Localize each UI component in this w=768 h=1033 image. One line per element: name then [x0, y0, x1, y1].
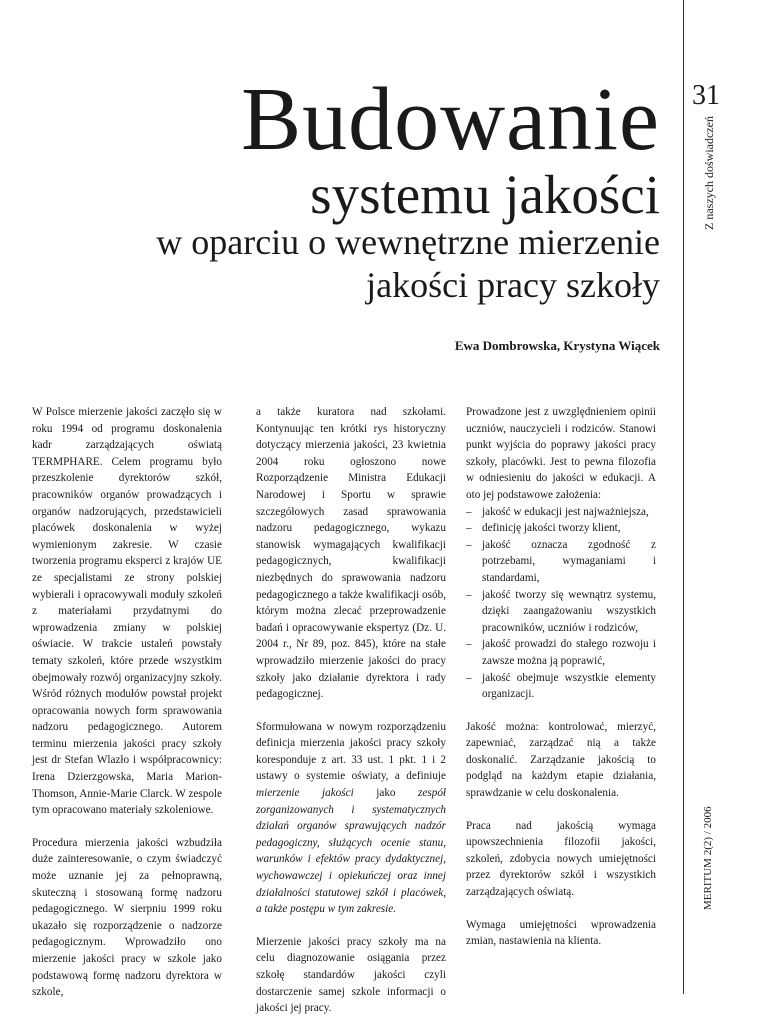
paragraph: Prowadzone jest z uwzględnieniem opinii uczniów, nauczycieli i rodziców. Stanowi punkt wyjścia do poprawy jakości pracy szkoły, placówki. Jest to pewna filozofia w odniesieniu do jakości w edukacji. A oto jej podstawowe założenia: — [466, 406, 656, 501]
title-line-2: systemu jakości — [310, 164, 660, 225]
column-1 — [32, 404, 222, 1017]
paragraph: Mierzenie jakości pracy szkoły ma na celu diagnozowanie osiągania przez szkołę standardów jakości czyli dostarczenie samej szkole informacji o jakości jej pracy. — [256, 935, 446, 1015]
definition-text: jako — [376, 787, 396, 800]
vertical-rule — [683, 0, 684, 994]
page-number: 31 — [692, 80, 720, 111]
list-item: – jakość obejmuje wszystkie elementy organizacji. — [466, 670, 656, 703]
section-label-text: Z naszych doświadczeń — [702, 116, 716, 230]
paragraph: W Polsce mierzenie jakości zaczęło się w roku 1994 od programu doskonalenia kadr zarządzających oświatą TERMPHARE. Celem programu było przeszkolenie dyrektorów szkół, pracowników organów prowadzących i organów nadzorujących, przedstawicieli placówek doskonalenia w wyżej wymienionym zakresie. W czasie tworzenia programu eksperci z krajów UE ze specjalistami ze strony polskiej wybierali i opracowywali moduły szkoleń z materiałami przydatnymi do wprowadzenia zmiany w polskiej oświacie. W trakcie ustaleń powstały tematy szkoleń, które przede wszystkim obejmowały rozwój organizacyjny szkoły. Wśród różnych modułów powstał projekt opracowania nowych form sprawowania nadzoru pedagogicznego. Autorem terminu mierzenia jakości pracy szkoły jest dr Stefan Wlazło i współpracownicy: Irena Dzierzgowska, Maria Marion-Thomson, Annie-Marie Clarck. W zespole tym opracowano materiały szkoleniowe. — [32, 406, 222, 817]
title-line-4: jakości pracy szkoły — [366, 265, 660, 305]
journal-label — [702, 780, 716, 910]
title-line-1: Budowanie — [241, 70, 660, 169]
paragraph: a także kuratora nad szkołami. Kontynuując ten krótki rys historyczny dotyczący mierzenia jakości, 23 kwietnia 2004 roku ogłoszono nowe Rozporządzenie Ministra Edukacji Narodowej i Sportu w sprawie szczegółowych zasad sprawowania nadzoru pedagogicznego, wykazu stanowisk wymagających kwalifikacji pedagogicznych, kwalifikacji niezbędnych do sprawowania nadzoru pedagogicznego a także kwalifikacji osób, którym można zlecać przeprowadzenie badań i opracowywanie ekspertyz (Dz. U. 2004 r., Nr 89, poz. 845), które na stałe wprowadziło mierzenie jakości do pracy szkoły jako działanie dyrektora i rady pedagogicznej. — [256, 406, 446, 701]
column-3 — [466, 404, 656, 966]
authors: Ewa Dombrowska, Krystyna Wiącek — [454, 338, 660, 353]
paragraph: Praca nad jakością wymaga upowszechnienia filozofii jakości, szkoleń, zdobycia nowych umiejętności przez dyrektorów szkół i wszystkich zarządzających oświatą. — [466, 819, 656, 899]
list-item: – jakość oznacza zgodność z potrzebami, wymaganiami i standardami, — [466, 537, 656, 587]
principles-list — [466, 504, 656, 703]
paragraph: Wymaga umiejętności wprowadzenia zmian, nastawienia na klienta. — [466, 918, 656, 948]
journal-label-text: MERITUM 2(2) / 2006 — [702, 806, 714, 910]
paragraph-definition — [256, 719, 446, 918]
definition-quote: zespół zorganizowanych i systematycznych działań organów sprawujących nadzór pedagogiczny, służących ocenie stanu, warunków i efektów pracy dydaktycznej, wychowawczej i opiekuńczej oraz innej działalności statutowej szkół i placówek, a także postępu w tym zakresie. — [256, 787, 447, 916]
title-line-3: w oparciu o wewnętrzne mierzenie — [156, 222, 660, 262]
column-2 — [256, 404, 446, 1033]
definition-term: mierzenie jakości — [256, 787, 354, 800]
paragraph: Jakość można: kontrolować, mierzyć, zapewniać, zarządzać nią a także doskonalić. Zarządzanie jakością to podgląd na każdym etapie działania, sprawdzanie w celu doskonalenia. — [466, 720, 656, 800]
paragraph: Procedura mierzenia jakości wzbudziła duże zainteresowanie, o czym świadczyć może uznanie jej za pełnoprawną, skuteczną i stosowaną formę nadzoru pedagogicznego. W sierpniu 1999 roku ukazało się rozporządzenie o nadzorze pedagogicznym. Wprowadziło ono mierzenie jakości pracy w szkole jako podstawową formę nadzoru dyrektora w szkole, — [32, 836, 222, 999]
list-item: – definicję jakości tworzy klient, — [466, 520, 656, 537]
definition-text: Sformułowana w nowym rozporządzeniu definicja mierzenia jakości pracy szkoły koresponduje z art. 33 ust. 1 pkt. 1 i 2 ustawy o systemie oświaty, a definiuje — [256, 720, 446, 783]
list-item: – jakość w edukacji jest najważniejsza, — [466, 504, 656, 521]
section-label — [702, 110, 716, 230]
list-item: – jakość prowadzi do stałego rozwoju i zawsze można ją poprawić, — [466, 636, 656, 669]
list-item: – jakość tworzy się wewnątrz systemu, dzięki zaangażowaniu wszystkich pracowników, uczniów i rodziców, — [466, 587, 656, 637]
